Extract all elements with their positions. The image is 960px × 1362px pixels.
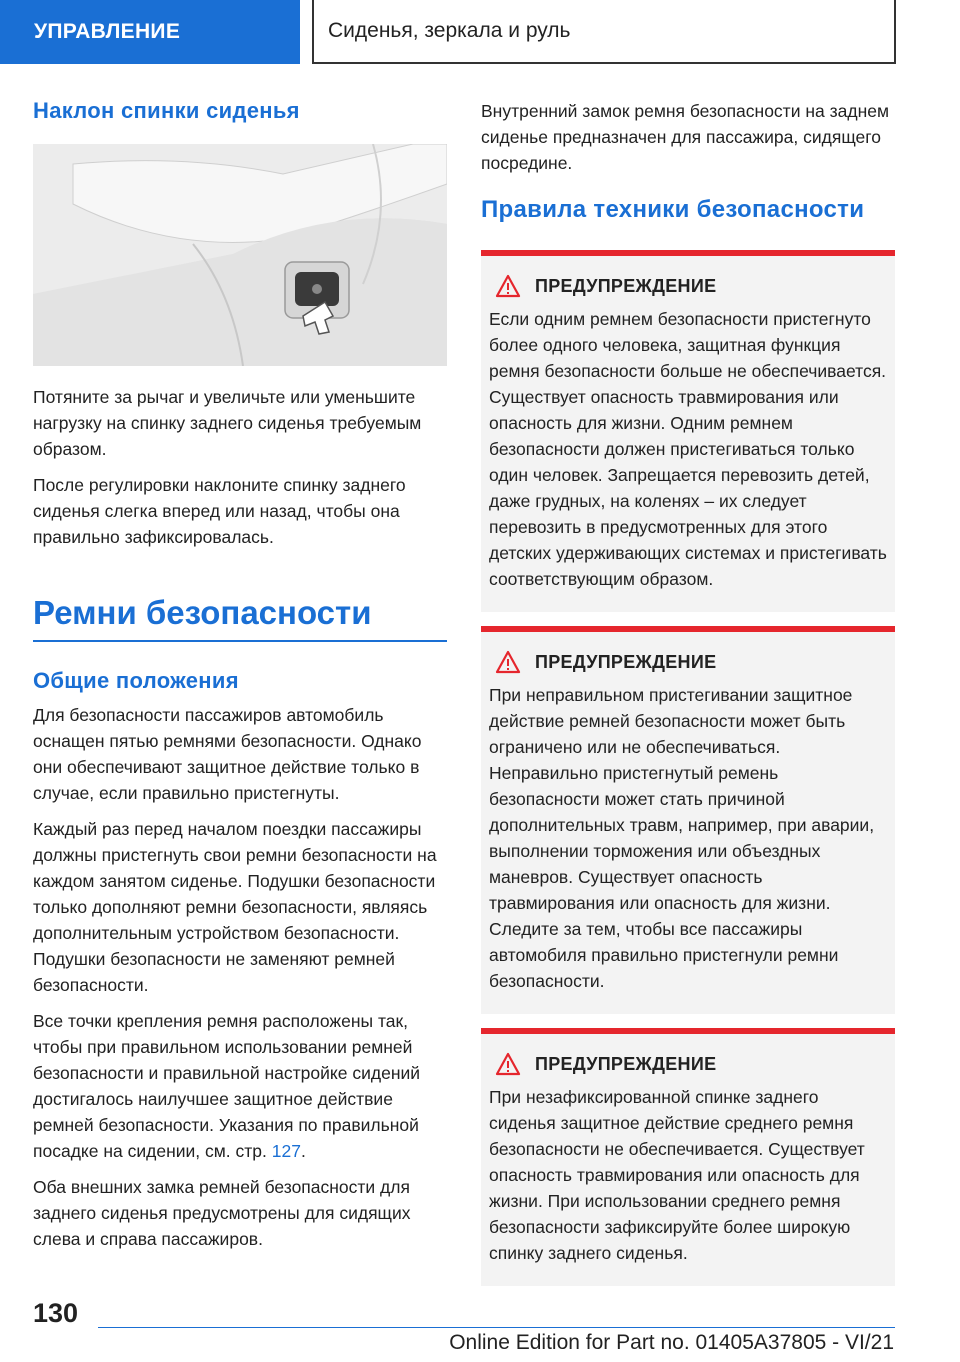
page-number: 130 (33, 1298, 79, 1328)
heading-seat-tilt: Наклон спинки сиденья (33, 98, 300, 123)
heading-safety-rules: Правила техники безопасности (481, 196, 865, 223)
tilt-instruction-1: Потяните за рычаг и увеличьте или уменьшите нагрузку на спинку заднего сиденья требуемым образом. (33, 387, 422, 459)
heading-seat-belts: Ремни безопасности (33, 594, 447, 642)
general-paragraph-1: Для безопасности пассажиров автомобиль оснащен пятью ремнями безопасности. Однако они обеспечивают защитное действие только в случае, если правильно пристегнуты. (33, 705, 422, 803)
footer-divider (98, 1327, 895, 1328)
warning-box (481, 250, 895, 612)
warning-box (481, 626, 895, 1014)
right-column (481, 98, 895, 1300)
warning-title: ПРЕДУПРЕЖДЕНИЕ (535, 275, 717, 296)
chapter-title: Сиденья, зеркала и руль (312, 0, 896, 64)
seat-lever-photo (33, 144, 447, 366)
section-tab: УПРАВЛЕНИЕ (0, 0, 300, 64)
warning-text: При незафиксированной спинке заднего сиденья защитное действие среднего ремня безопасности не обеспечивается. Существует опасность травмирования или опасность для жизни. При использовании среднего ремня безопасности зафиксируйте более широкую спинку заднего сиденья. (489, 1087, 865, 1263)
warning-triangle-icon (495, 650, 521, 674)
general-paragraph-3-end: . (300, 1141, 306, 1161)
warning-title: ПРЕДУПРЕЖДЕНИЕ (535, 1053, 717, 1074)
warning-text: Если одним ремнем безопасности пристегнуто более одного человека, защитная функция ремня безопасности больше не обеспечивается. Существует опасность травмирования или опасность для жизни. Одним ремнем безопасности должен пристегиваться только один человек. Запрещается перевозить детей, даже грудных, на коленях – их следует перевозить в предусмотренных для этого детских удерживающих системах и пристегивать соответствующим образом. (489, 309, 887, 589)
page-reference-link[interactable]: 127 (271, 1141, 301, 1161)
warning-title: ПРЕДУПРЕЖДЕНИЕ (535, 651, 717, 672)
general-paragraph-3-text: Все точки крепления ремня расположены так, чтобы при правильном использовании ремней безопасности и правильной настройке сидений достигалось наилучшее защитное действие ремней безопасности. Указания по правильной посадке на сидении, см. стр. (33, 1011, 421, 1161)
left-column (33, 98, 447, 1262)
edition-footer: Online Edition for Part no. 01405A37805 - VI/21 (449, 1331, 894, 1354)
general-paragraph-4: Оба внешних замка ремней безопасности для заднего сиденья предусмотрены для сидящих слева и справа пассажиров. (33, 1177, 411, 1249)
warning-triangle-icon (495, 274, 521, 298)
warning-triangle-icon (495, 1052, 521, 1076)
center-buckle-paragraph: Внутренний замок ремня безопасности на заднем сиденье предназначен для пассажира, сидящего посредине. (481, 101, 889, 173)
general-paragraph-3 (33, 1008, 447, 1164)
general-paragraph-2: Каждый раз перед началом поездки пассажиры должны пристегнуть свои ремни безопасности на каждом занятом сиденье. Подушки безопасности только дополняют ремни безопасности, являясь дополнительным устройством безопасности. Подушки безопасности не заменяют ремней безопасности. (33, 819, 437, 995)
warning-text: При неправильном пристегивании защитное действие ремней безопасности может быть ограничено или не обеспечиваться. Неправильно пристегнутый ремень безопасности может стать причиной дополнительных травм, например, при аварии, выполнении торможения или объездных маневров. Существует опасность травмирования или опасность для жизни. Следите за тем, чтобы все пассажиры автомобиля правильно пристегнули ремни безопасности. (489, 685, 875, 991)
warning-box (481, 1028, 895, 1286)
seat-lever-illustration (33, 144, 447, 366)
heading-general: Общие положения (33, 668, 239, 693)
tilt-instruction-2: После регулировки наклоните спинку заднего сиденья слегка вперед или назад, чтобы она правильно зафиксировалась. (33, 475, 406, 547)
